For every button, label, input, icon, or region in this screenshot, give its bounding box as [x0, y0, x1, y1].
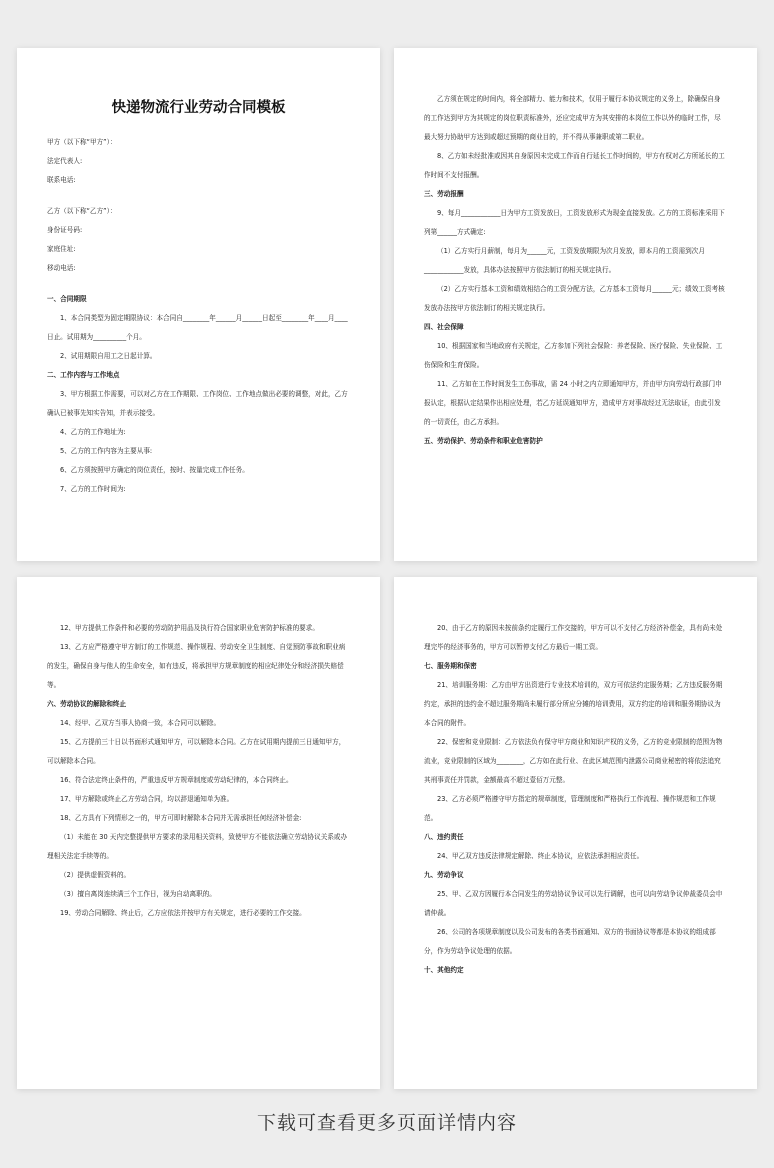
clause-paragraph: 2、试用期限自用工之日起计算。 [60, 352, 157, 360]
clause-paragraph: 12、甲方提供工作条件和必要的劳动防护用品及执行符合国家职业危害防护标准的要求。 [60, 624, 319, 632]
section-heading: 十、其他约定 [424, 966, 464, 974]
section-heading: 一、合同期限 [47, 295, 87, 303]
document-page-3 [17, 577, 380, 1089]
clause-paragraph: 3、甲方根据工作需要，可以对乙方在工作期限、工作岗位、工作地点做出必要的调整，对此，乙方确认已被事先知实告知，并表示接受。 [47, 390, 348, 417]
clause-paragraph: 23、乙方必须严格遵守甲方指定的规章制度，管理制度和严格执行工作流程、操作规范和工作规范。 [424, 795, 716, 822]
clause-paragraph: 9、每月____________日为甲方工资发放日，工资发放形式为现金直接发放。乙方的工资标准采用下列第______方式确定: [424, 209, 725, 236]
clause-paragraph: 1、本合同类型为固定期限协议：本合同自________年______月______日起至________年____月____日止。试用期为__________个月。 [47, 314, 348, 341]
party-b-block [47, 202, 350, 278]
section-heading: 七、服务期和保密 [424, 662, 477, 670]
clause-paragraph: （3）擅自离岗连续满三个工作日，视为自动离职的。 [60, 890, 216, 898]
clause-paragraph: 17、甲方解除或终止乙方劳动合同，均以辞退通知单为准。 [60, 795, 234, 803]
party-a-line: 甲方（以下称“甲方”）： [47, 138, 117, 146]
clause-paragraph: 26、公司的各项规章制度以及公司发布的各类书面通知、双方的书面协议等都是本协议的组成部分，作为劳动争议处理的依据。 [424, 928, 716, 955]
clause-paragraph: 25、甲、乙双方因履行本合同发生的劳动协议争议可以先行调解，也可以向劳动争议仲裁委员会申请仲裁。 [424, 890, 723, 917]
clause-paragraph: 5、乙方的工作内容为主要从事: [60, 447, 153, 455]
party-b-line: 乙方（以下称“乙方”）： [47, 207, 117, 215]
section-heading: 五、劳动保护、劳动条件和职业危害防护 [424, 437, 543, 445]
document-title: 快递物流行业劳动合同模板 [111, 100, 286, 116]
clause-paragraph: 10、根据国家和当地政府有关规定，乙方参加下列社会保险：养老保险、医疗保险、失业保险、工伤保险和生育保险。 [424, 342, 723, 369]
clause-paragraph: 21、培训服务期：乙方由甲方出资进行专业技术培训的，双方可依法约定服务期；乙方违反服务期约定，承担的违约金不超过服务期尚未履行部分所应分摊的培训费用，双方约定的培训和服务期协议为本合同的附件。 [424, 681, 723, 727]
party-b-line: 家庭住址: [47, 245, 76, 253]
page-2-body [424, 90, 727, 451]
document-page-2 [394, 48, 757, 561]
clause-paragraph: 19、劳动合同解除、终止后，乙方应依法并按甲方有关规定，进行必要的工作交接。 [60, 909, 306, 917]
clause-paragraph: （2）提供虚假资料的。 [60, 871, 131, 879]
clause-paragraph: 6、乙方须按照甲方确定的岗位责任，按时、按量完成工作任务。 [60, 466, 249, 474]
clause-paragraph: （1）未能在 30 天内完整提供甲方要求的录用相关资料，致使甲方不能依法确立劳动协议关系或办理相关法定手续等的。 [47, 833, 348, 860]
clause-paragraph: 15、乙方提前三十日以书面形式通知甲方，可以解除本合同。乙方在试用期内提前三日通知甲方，可以解除本合同。 [47, 738, 346, 765]
clause-paragraph: 乙方须在规定的时间内，将全部精力、能力和技术，仅用于履行本协议规定的义务上，除确保自身的工作达到甲方为其规定的岗位职责标准外，还应完成甲方为其安排的本岗位工作以外的临时工作，尽最大努力协助甲方达到或超过预期的商业目的，并不得从事兼职或第二职业。 [424, 95, 721, 141]
section-heading: 四、社会保障 [424, 323, 464, 331]
section-heading: 八、违约责任 [424, 833, 464, 841]
party-b-line: 身份证号码: [47, 226, 83, 234]
clause-paragraph: 14、经甲、乙双方当事人协商一致，本合同可以解除。 [60, 719, 221, 727]
clause-paragraph: 8、乙方如未经批准或因其自身原因未完成工作而自行延长工作时间的，甲方有权对乙方所延长的工作时间不支付报酬。 [424, 152, 725, 179]
section-heading: 二、工作内容与工作地点 [47, 371, 120, 379]
section-heading: 三、劳动报酬 [424, 190, 464, 198]
download-caption: 下载可查看更多页面详情内容 [256, 1112, 517, 1134]
clause-paragraph: （1）乙方实行月薪制，每月为______元，工资发放期限为次月发放，即本月的工资需到次月____________发放，具体办法按照甲方依法制订的相关规定执行。 [424, 247, 705, 274]
document-page-4 [394, 577, 757, 1089]
clause-paragraph: 16、符合法定终止条件的，严重违反甲方规章制度或劳动纪律的，本合同终止。 [60, 776, 293, 784]
clause-paragraph: 18、乙方具有下列情形之一的，甲方可即时解除本合同并无需承担任何经济补偿金: [60, 814, 302, 822]
clause-paragraph: （2）乙方实行基本工资和绩效相结合的工资分配方法，乙方基本工资每月______元；绩效工资考核发放办法按甲方依法制订的相关规定执行。 [424, 285, 725, 312]
clause-paragraph: 22、保密和竞业限制：乙方依法负有保守甲方商业和知识产权的义务，乙方的竞业限制的范围为物流业，竞业限制的区域为________，乙方如在此行业、在此区域范围内泄露公司商业秘密的将依法追究其刑事责任并罚款，金额最高不超过壹佰万元整。 [424, 738, 723, 784]
clause-paragraph: 11、乙方如在工作时间发生工伤事故，需 24 小时之内立即通知甲方，并由甲方向劳动行政部门申报认定，根据认定结果作出相应处理，若乙方延误通知甲方，造成甲方对事故经过无法取证，由此引发的一切责任，由乙方承担。 [424, 380, 722, 426]
clause-paragraph: 24、甲乙双方违反法律规定解除、终止本协议，应依法承担相应责任。 [437, 852, 644, 860]
clause-paragraph: 4、乙方的工作地址为: [60, 428, 126, 436]
party-a-line: 联系电话: [47, 176, 76, 184]
page-3-body [47, 619, 350, 923]
clause-paragraph: 20、由于乙方的原因未按前条约定履行工作交接的，甲方可以不支付乙方经济补偿金，具有尚未处理完毕的经济事务的，甲方可以暂停支付乙方最后一期工资。 [424, 624, 723, 651]
page-1-body [47, 290, 350, 499]
clause-paragraph: 7、乙方的工作时间为: [60, 485, 126, 493]
page-4-body [424, 619, 727, 980]
document-page-1 [17, 48, 380, 561]
clause-paragraph: 13、乙方应严格遵守甲方制订的工作规范、操作规程、劳动安全卫生制度、自觉预防事故和职业病的发生，确保自身与他人的生命安全，如有违反，将承担甲方规章制度的相应纪律处分和经济损失赔偿等。 [47, 643, 346, 689]
section-heading: 六、劳动协议的解除和终止 [47, 700, 127, 708]
party-a-block [47, 133, 350, 190]
party-a-line: 法定代表人: [47, 157, 83, 165]
section-heading: 九、劳动争议 [424, 871, 464, 879]
party-b-line: 移动电话: [47, 264, 76, 272]
